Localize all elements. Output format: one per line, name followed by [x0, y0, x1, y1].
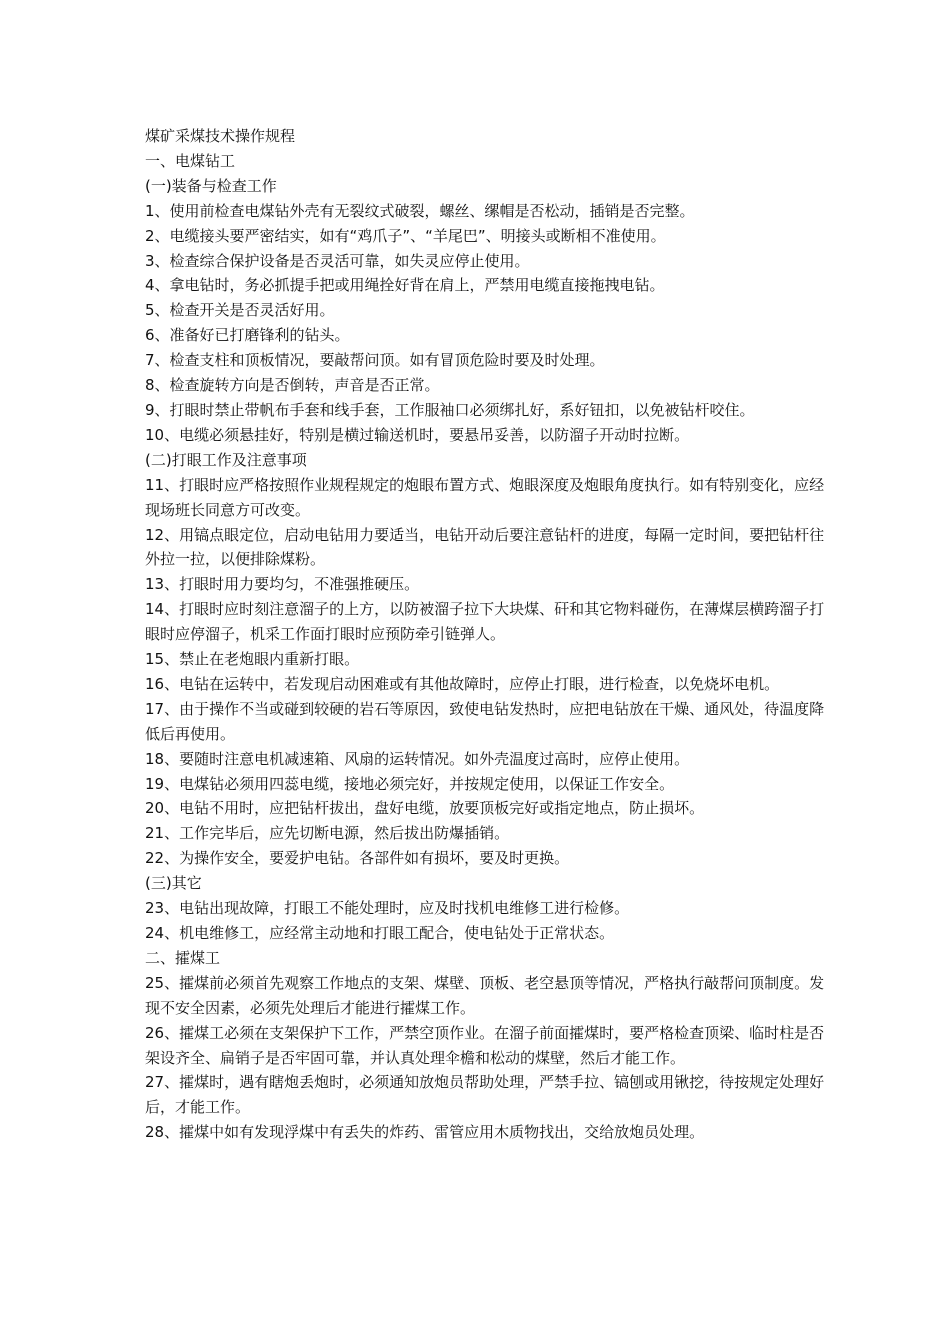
rule-item: 5、检查开关是否灵活好用。	[145, 301, 335, 320]
rule-item: 9、打眼时禁止带帆布手套和线手套，工作服袖口必须绑扎好，系好钮扣，以免被钻杆咬住。	[145, 400, 755, 419]
section-heading: 二、攉煤工	[145, 948, 221, 967]
rule-item: 23、电钻出现故障，打眼工不能处理时，应及时找机电维修工进行检修。	[145, 899, 630, 918]
rule-item: 18、要随时注意电机减速箱、风扇的运转情况。如外壳温度过高时，应停止使用。	[145, 749, 690, 768]
rule-item: 24、机电维修工，应经常主动地和打眼工配合，使电钻处于正常状态。	[145, 924, 615, 942]
rule-item: 6、准备好已打磨锋利的钻头。	[145, 326, 350, 345]
rule-item: 17、由于操作不当或碰到较硬的岩石等原因，致使电钻发热时，应把电钻放在干燥、通风处，待温度降低后再使用。	[145, 699, 825, 743]
rule-item: 7、检查支柱和顶板情况，要敲帮问顶。如有冒顶危险时要及时处理。	[145, 351, 605, 370]
rule-item: 20、电钻不用时，应把钻杆拔出，盘好电缆，放要顶板完好或指定地点，防止损坏。	[145, 799, 705, 818]
subsection-heading: (三)其它	[145, 874, 202, 893]
rule-item: 25、攉煤前必须首先观察工作地点的支架、煤壁、顶板、老空悬顶等情况，严格执行敲帮问顶制度。发现不安全因素，必须先处理后才能进行攉煤工作。	[145, 973, 825, 1017]
rule-item: 22、为操作安全，要爱护电钻。各部件如有损坏，要及时更换。	[145, 849, 570, 868]
rule-item: 15、禁止在老炮眼内重新打眼。	[145, 650, 360, 669]
rule-item: 19、电煤钻必须用四蕊电缆，接地必须完好，并按规定使用，以保证工作安全。	[145, 774, 675, 793]
rule-item: 8、检查旋转方向是否倒转，声音是否正常。	[145, 376, 440, 395]
rule-item: 10、电缆必须悬挂好，特别是横过输送机时，要悬吊妥善，以防溜子开动时拉断。	[145, 425, 690, 444]
rule-item: 28、攉煤中如有发现浮煤中有丢失的炸药、雷管应用木质物找出，交给放炮员处理。	[145, 1123, 705, 1142]
rule-item: 11、打眼时应严格按照作业规程规定的炮眼布置方式、炮眼深度及炮眼角度执行。如有特别变化，应经现场班长同意方可改变。	[145, 475, 825, 519]
rule-item: 16、电钻在运转中，若发现启动困难或有其他故障时，应停止打眼，进行检查，以免烧坏电机。	[145, 674, 780, 693]
rule-item: 27、攉煤时，遇有瞎炮丢炮时，必须通知放炮员帮助处理，严禁手拉、镐刨或用锹挖，待按规定处理好后，才能工作。	[145, 1073, 825, 1117]
rule-item: 14、打眼时应时刻注意溜子的上方，以防被溜子拉下大块煤、矸和其它物料碰伤，在薄煤层横跨溜子打眼时应停溜子，机采工作面打眼时应预防牵引链弹人。	[145, 600, 825, 644]
document-title: 煤矿采煤技术操作规程	[145, 127, 296, 145]
rule-item: 13、打眼时用力要均匀，不准强推硬压。	[145, 575, 420, 594]
rule-item: 26、攉煤工必须在支架保护下工作，严禁空顶作业。在溜子前面攉煤时，要严格检查顶梁、临时柱是否架设齐全、扁销子是否牢固可靠，并认真处理伞檐和松动的煤壁，然后才能工作。	[145, 1023, 825, 1067]
subsection-heading: (二)打眼工作及注意事项	[145, 450, 307, 469]
document-body	[145, 124, 825, 1145]
rule-item: 4、拿电钻时，务必抓提手把或用绳拴好背在肩上，严禁用电缆直接拖拽电钻。	[145, 276, 665, 295]
rule-item: 3、检查综合保护设备是否灵活可靠，如失灵应停止使用。	[145, 251, 530, 270]
section-heading: 一、电煤钻工	[145, 151, 236, 170]
rule-item: 2、电缆接头要严密结实，如有“鸡爪子”、“羊尾巴”、明接头或断相不准使用。	[145, 226, 666, 245]
subsection-heading: (一)装备与检查工作	[145, 176, 277, 195]
rule-item: 1、使用前检查电煤钻外壳有无裂纹式破裂，螺丝、缧帽是否松动，插销是否完整。	[145, 201, 695, 220]
rule-item: 12、用镐点眼定位，启动电钻用力要适当，电钻开动后要注意钻杆的进度，每隔一定时间，要把钻杆往外拉一拉，以便排除煤粉。	[145, 525, 825, 569]
rule-item: 21、工作完毕后，应先切断电源，然后拔出防爆插销。	[145, 824, 510, 843]
